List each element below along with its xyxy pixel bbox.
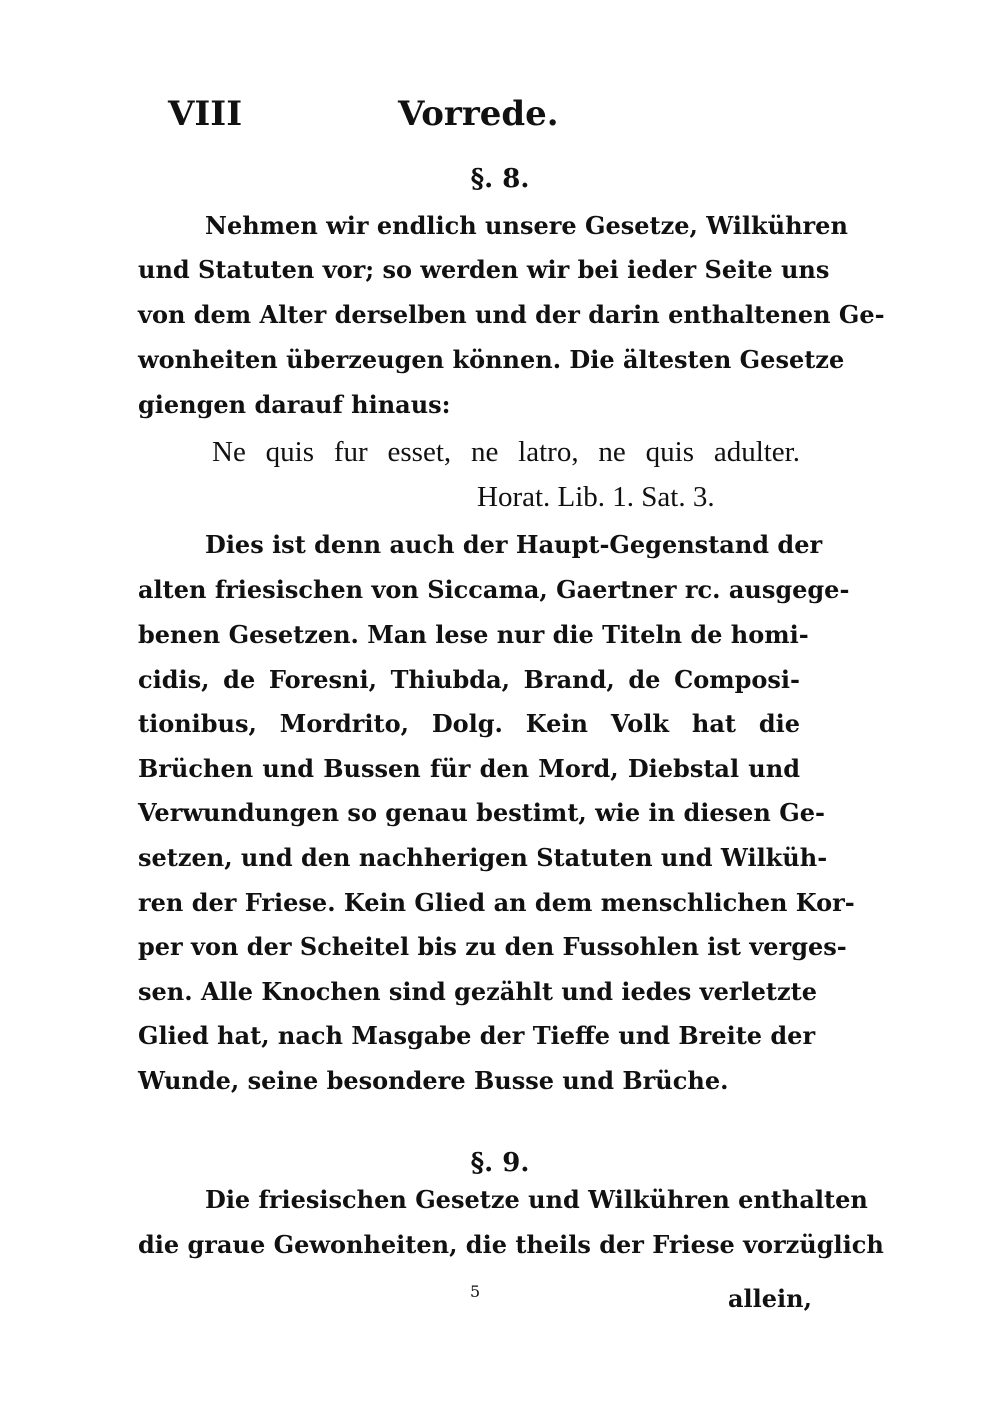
text-line: Glied hat, nach Masgabe der Tieffe und Breite der bbox=[138, 1021, 816, 1050]
text-line: Wunde, seine besondere Busse und Brüche. bbox=[138, 1066, 729, 1095]
text-line: und Statuten vor; so werden wir bei ieder Seite uns bbox=[138, 255, 830, 284]
text-line: per von der Scheitel bis zu den Fussohlen ist verges- bbox=[138, 932, 847, 961]
text-line: benen Gesetzen. Man lese nur die Titeln de homi- bbox=[138, 620, 809, 649]
text-line: Nehmen wir endlich unsere Gesetze, Wilkühren bbox=[205, 211, 848, 240]
signature-mark: 5 bbox=[470, 1282, 481, 1301]
text-line: die graue Gewonheiten, die theils der Friese vorzüglich bbox=[138, 1230, 884, 1259]
section-heading-9: §. 9. bbox=[470, 1148, 530, 1178]
latin-quote: Ne quis fur esset, ne latro, ne quis adulter. bbox=[212, 436, 800, 468]
text-line: von dem Alter derselben und der darin enthaltenen Ge- bbox=[138, 300, 885, 329]
text-line: tionibus, Mordrito, Dolg. Kein Volk hat die bbox=[138, 709, 800, 738]
page-number: VIII bbox=[168, 94, 243, 134]
text-line: ren der Friese. Kein Glied an dem menschlichen Kor- bbox=[138, 888, 855, 917]
section-heading-8: §. 8. bbox=[470, 164, 530, 194]
text-line: cidis, de Foresni, Thiubda, Brand, de Composi- bbox=[138, 665, 800, 694]
catchword: allein, bbox=[728, 1284, 812, 1313]
text-line: sen. Alle Knochen sind gezählt und iedes verletzte bbox=[138, 977, 817, 1006]
text-line: alten friesischen von Siccama, Gaertner rc. ausgege- bbox=[138, 575, 850, 604]
text-line: setzen, und den nachherigen Statuten und Wilküh- bbox=[138, 843, 828, 872]
text-line: Verwundungen so genau bestimt, wie in diesen Ge- bbox=[138, 798, 825, 827]
text-line: giengen darauf hinaus: bbox=[138, 390, 451, 419]
text-line: Dies ist denn auch der Haupt-Gegenstand der bbox=[205, 530, 823, 559]
text-line: Die friesischen Gesetze und Wilkühren enthalten bbox=[205, 1185, 868, 1214]
text-line: wonheiten überzeugen können. Die ältesten Gesetze bbox=[138, 345, 845, 374]
running-title: Vorrede. bbox=[398, 94, 559, 134]
citation: Horat. Lib. 1. Sat. 3. bbox=[477, 481, 715, 513]
text-line: Brüchen und Bussen für den Mord, Diebstal und bbox=[138, 754, 800, 783]
